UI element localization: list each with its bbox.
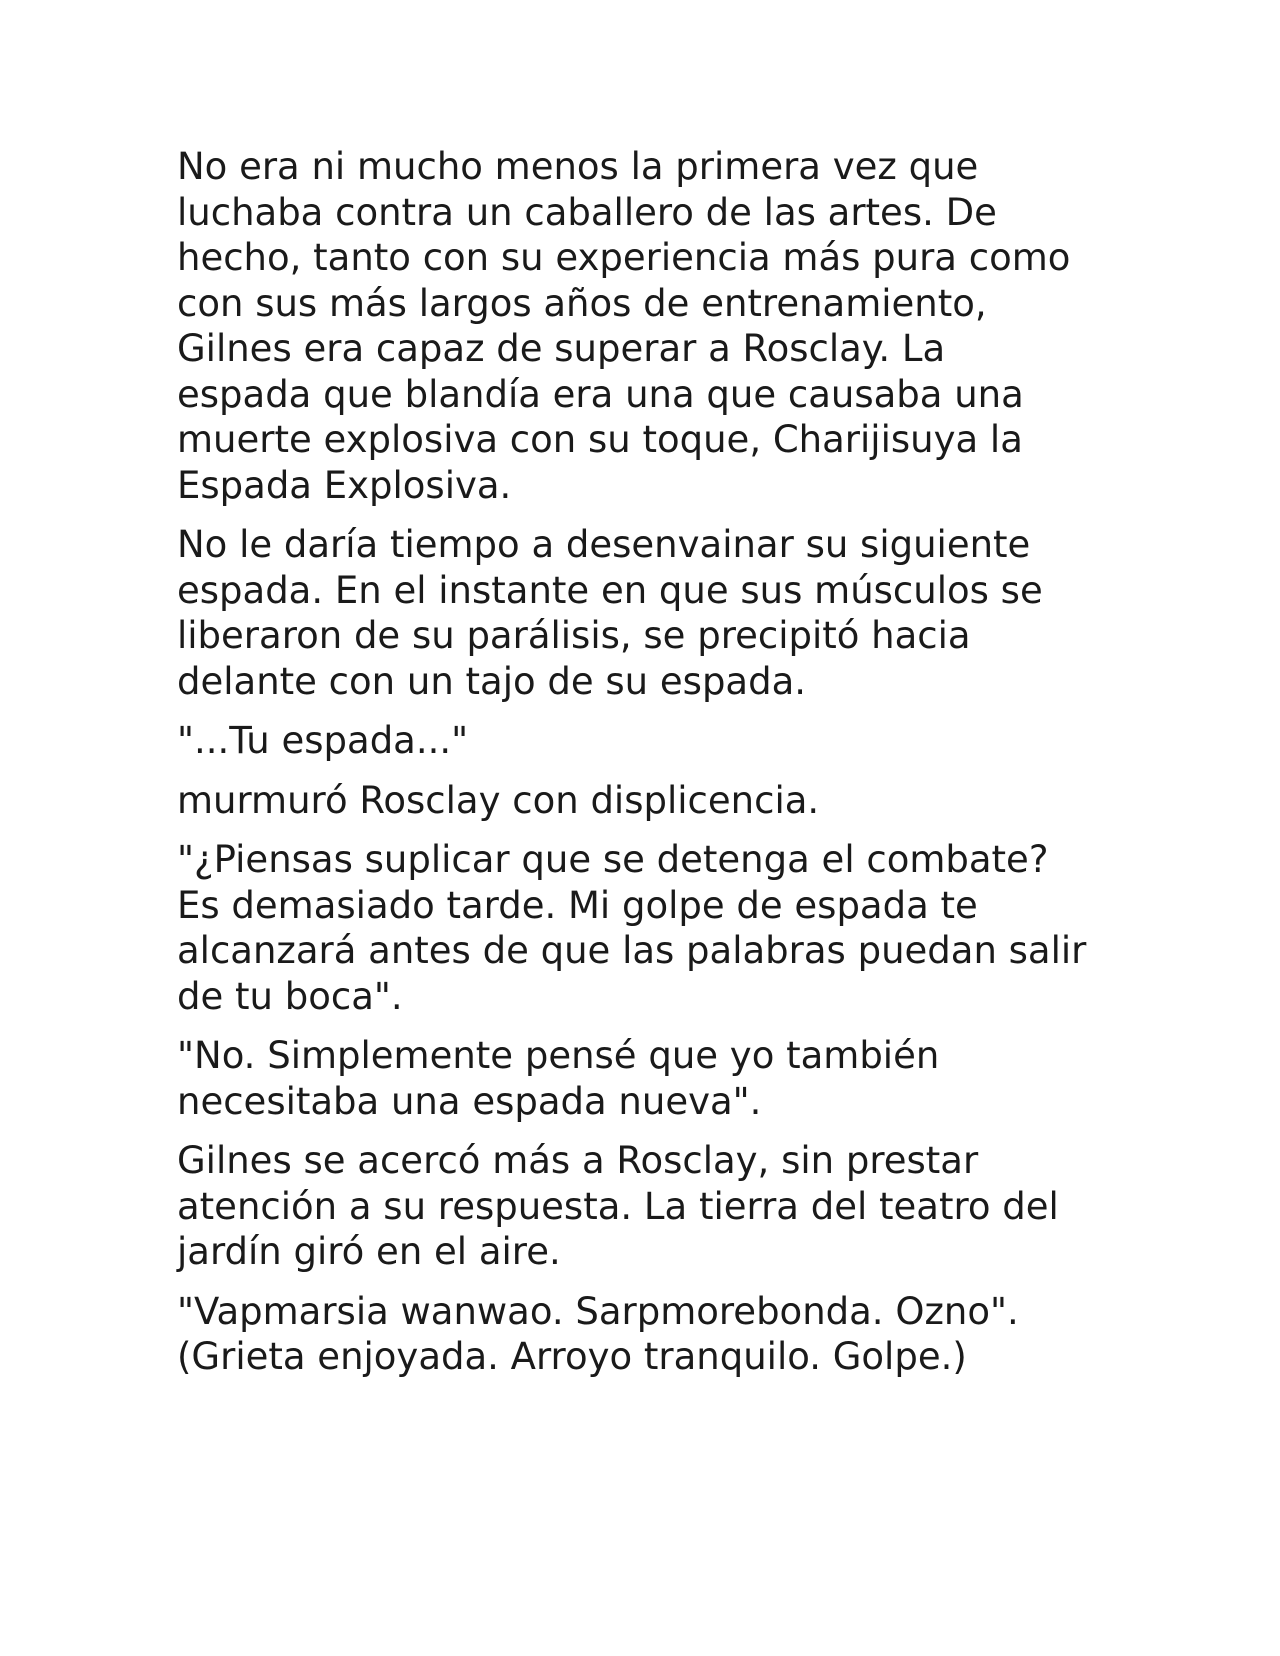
paragraph-2 — [177, 522, 1127, 704]
text-line: muerte explosiva con su toque, Charijisuya la — [177, 418, 1023, 461]
text-line: murmuró Rosclay con displicencia. — [177, 778, 820, 822]
paragraph-7 — [177, 1138, 1127, 1275]
paragraph-5 — [177, 837, 1127, 1019]
text-line: necesitaba una espada nueva". — [177, 1079, 762, 1123]
text-line: "No. Simplemente pensé que yo también — [177, 1034, 940, 1077]
text-line: "...Tu espada..." — [177, 719, 469, 762]
text-line: Espada Explosiva. — [177, 463, 512, 507]
document-page — [177, 144, 1127, 1394]
text-line: delante con un tajo de su espada. — [177, 659, 807, 703]
paragraph-8 — [177, 1289, 1127, 1380]
text-line: "¿Piensas suplicar que se detenga el combate? — [177, 838, 1049, 881]
text-line: Gilnes se acercó más a Rosclay, sin prestar — [177, 1139, 979, 1182]
text-line: atención a su respuesta. La tierra del teatro del — [177, 1184, 1059, 1228]
text-line: Gilnes era capaz de superar a Rosclay. La — [177, 327, 946, 370]
text-line: "Vapmarsia wanwao. Sarpmorebonda. Ozno". — [177, 1289, 1019, 1333]
paragraph-4 — [177, 778, 1127, 824]
text-line: hecho, tanto con su experiencia más pura como — [177, 236, 1071, 279]
text-line: alcanzará antes de que las palabras puedan salir — [177, 929, 1087, 972]
text-line: espada. En el instante en que sus músculos se — [177, 568, 1043, 612]
text-line: Es demasiado tarde. Mi golpe de espada te — [177, 883, 978, 927]
text-line: con sus más largos años de entrenamiento, — [177, 281, 987, 325]
text-line: (Grieta enjoyada. Arroyo tranquilo. Golpe.) — [177, 1335, 967, 1378]
paragraph-6 — [177, 1033, 1127, 1124]
paragraph-1 — [177, 144, 1127, 508]
text-line: No era ni mucho menos la primera vez que — [177, 145, 979, 188]
text-line: espada que blandía era una que causaba una — [177, 372, 1024, 416]
text-line: jardín giró en el aire. — [177, 1230, 561, 1273]
text-line: liberaron de su parálisis, se precipitó hacia — [177, 614, 971, 657]
paragraph-3 — [177, 718, 1127, 764]
text-line: luchaba contra un caballero de las artes. De — [177, 190, 997, 234]
text-line: No le daría tiempo a desenvainar su siguiente — [177, 523, 1031, 566]
text-line: de tu boca". — [177, 974, 403, 1018]
